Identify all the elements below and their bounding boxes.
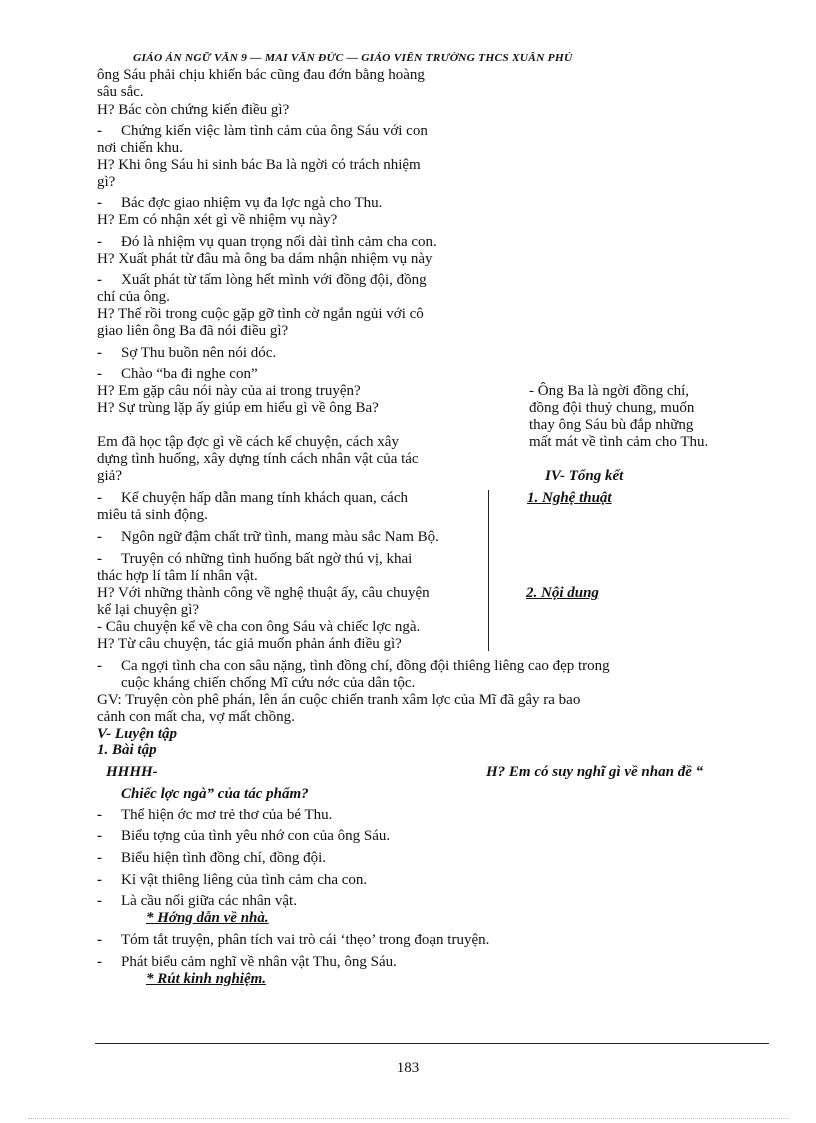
bullet-dash: - <box>97 195 102 211</box>
bullet-text: Biểu hiện tình đồng chí, đồng đội. <box>121 850 326 866</box>
bullet-text: Đó là nhiệm vụ quan trọng nối dài tình cảm cha con. <box>121 234 437 250</box>
bullet-item <box>97 530 439 545</box>
exercise-label: HHHH- <box>106 764 158 780</box>
bullet-item <box>97 235 437 250</box>
text-line: cuộc kháng chiến chống Mĩ cứu nớc của dân tộc. <box>121 675 416 691</box>
bullet-text: Biểu tợng của tình yêu nhớ con của ông Sáu. <box>121 828 391 844</box>
page-edge-dotted-line <box>28 1118 788 1119</box>
answer-line: thay ông Sáu bù đắp những <box>529 417 694 433</box>
answer-line: mất mát về tình cảm cho Thu. <box>529 434 709 450</box>
exercise-question: Chiếc lợc ngà” của tác phẩm? <box>121 786 309 802</box>
experience-heading: * Rút kinh nghiệm. <box>146 971 267 987</box>
bullet-item <box>97 808 332 823</box>
text-line: cảnh con mất cha, vợ mất chồng. <box>97 709 295 725</box>
text-line: sâu sắc. <box>97 84 144 100</box>
bullet-dash: - <box>97 932 102 948</box>
bullet-text: Là cầu nối giữa các nhân vật. <box>121 893 297 909</box>
bullet-dash: - <box>97 872 102 888</box>
bullet-text: Kỉ vật thiêng liêng của tình cảm cha con. <box>121 872 368 888</box>
bullet-dash: - <box>97 345 102 361</box>
question-line: H? Sự trùng lặp ấy giúp em hiểu gì về ông Ba? <box>97 400 379 416</box>
text-line: GV: Truyện còn phê phán, lên án cuộc chiến tranh xâm lợc của Mĩ đã gây ra bao <box>97 692 581 708</box>
text-line: gì? <box>97 174 116 190</box>
text-line: ông Sáu phải chịu khiến bác cũng đau đớn bằng hoàng <box>97 67 425 83</box>
question-line: H? Em gặp câu nói này của ai trong truyện? <box>97 383 361 399</box>
bullet-item <box>97 829 390 844</box>
bullet-dash: - <box>97 828 102 844</box>
bullet-dash: - <box>97 551 102 567</box>
answer-line: đồng đội thuỷ chung, muốn <box>529 400 695 416</box>
bullet-text: Kể chuyện hấp dẫn mang tính khách quan, cách <box>121 490 408 506</box>
question-line: Em đã học tập đợc gì về cách kể chuyện, cách xây <box>97 434 399 450</box>
running-header: GIÁO ÁN NGỮ VĂN 9 — MAI VĂN ĐỨC — GIÁO VIÊN TRƯỜNG THCS XUÂN PHÚ <box>133 52 573 61</box>
bullet-item <box>97 346 276 361</box>
bullet-text: Thể hiện ớc mơ trẻ thơ của bé Thu. <box>121 807 333 823</box>
text-line: giả? <box>97 468 122 484</box>
question-line: H? Với những thành công về nghệ thuật ấy, câu chuyện <box>97 585 430 601</box>
bullet-item <box>97 491 408 506</box>
bullet-text: Xuất phát từ tấm lòng hết mình với đồng đội, đồng <box>121 272 427 288</box>
answer-line: - Ông Ba là ngời đồng chí, <box>529 383 689 399</box>
bullet-item <box>97 196 382 211</box>
page-number: 183 <box>396 1060 420 1076</box>
bullet-dash: - <box>97 807 102 823</box>
bullet-item <box>97 552 412 567</box>
bullet-dash: - <box>97 850 102 866</box>
bullet-dash: - <box>97 490 102 506</box>
footer-rule <box>95 1043 769 1044</box>
section-heading-practice: V- Luyện tập <box>97 726 178 742</box>
subheading-art: 1. Nghệ thuật <box>527 490 612 506</box>
bullet-text: Chứng kiến việc làm tình cảm của ông Sáu với con <box>121 123 428 139</box>
bullet-item <box>97 367 258 382</box>
text-line: - Câu chuyện kể về cha con ông Sáu và chiếc lợc ngà. <box>97 619 421 635</box>
bullet-item <box>97 273 427 288</box>
bullet-text: Sợ Thu buồn nên nói dóc. <box>121 345 277 361</box>
bullet-text: Bác đợc giao nhiệm vụ đa lợc ngà cho Thu. <box>121 195 383 211</box>
bullet-text: Ngôn ngữ đậm chất trữ tình, mang màu sắc Nam Bộ. <box>121 529 439 545</box>
bullet-item <box>97 851 326 866</box>
bullet-item <box>97 933 489 948</box>
column-divider <box>488 490 489 651</box>
bullet-item <box>97 873 367 888</box>
bullet-dash: - <box>97 272 102 288</box>
section-heading-summary: IV- Tổng kết <box>545 468 624 484</box>
text-line: thác hợp lí tâm lí nhân vật. <box>97 568 258 584</box>
bullet-dash: - <box>97 954 102 970</box>
question-line: H? Khi ông Sáu hi sinh bác Ba là ngời có trách nhiệm <box>97 157 421 173</box>
bullet-dash: - <box>97 658 102 674</box>
text-line: chí của ông. <box>97 289 170 305</box>
text-line: giao liên ông Ba đã nói điều gì? <box>97 323 289 339</box>
question-line: H? Xuất phát từ đâu mà ông ba dám nhận nhiệm vụ này <box>97 251 433 267</box>
bullet-text: Tóm tắt truyện, phân tích vai trò cái ‘thẹo’ trong đoạn truyện. <box>121 932 490 948</box>
bullet-item <box>97 955 397 970</box>
question-line: H? Em có nhận xét gì về nhiệm vụ này? <box>97 212 338 228</box>
bullet-text: Chào “ba đi nghe con” <box>121 366 258 382</box>
bullet-text: Truyện có những tình huống bất ngờ thú vị, khai <box>121 551 413 567</box>
homework-heading: * Hớng dẫn về nhà. <box>146 910 269 926</box>
bullet-item <box>97 894 297 909</box>
bullet-dash: - <box>97 234 102 250</box>
exercise-heading: 1. Bài tập <box>97 742 157 758</box>
bullet-text: Ca ngợi tình cha con sâu nặng, tình đồng chí, đồng đội thiêng liêng cao đẹp trong <box>121 658 610 674</box>
bullet-dash: - <box>97 123 102 139</box>
text-line: dựng tình huống, xây dựng tính cách nhân vật của tác <box>97 451 419 467</box>
bullet-item <box>97 659 610 674</box>
bullet-item <box>97 124 428 139</box>
bullet-dash: - <box>97 529 102 545</box>
question-line: H? Từ câu chuyện, tác giả muốn phản ánh điều gì? <box>97 636 402 652</box>
subheading-content: 2. Nội dung <box>526 585 599 601</box>
question-line: H? Thế rồi trong cuộc gặp gỡ tình cờ ngắn ngủi với cô <box>97 306 424 322</box>
question-line: H? Bác còn chứng kiến điều gì? <box>97 102 290 118</box>
text-line: nơi chiến khu. <box>97 140 183 156</box>
bullet-text: Phát biểu cảm nghĩ về nhân vật Thu, ông Sáu. <box>121 954 397 970</box>
text-line: kể lại chuyện gì? <box>97 602 200 618</box>
bullet-dash: - <box>97 893 102 909</box>
bullet-dash: - <box>97 366 102 382</box>
text-line: miêu tả sinh động. <box>97 507 208 523</box>
exercise-question: H? Em có suy nghĩ gì về nhan đề “ <box>486 764 704 780</box>
